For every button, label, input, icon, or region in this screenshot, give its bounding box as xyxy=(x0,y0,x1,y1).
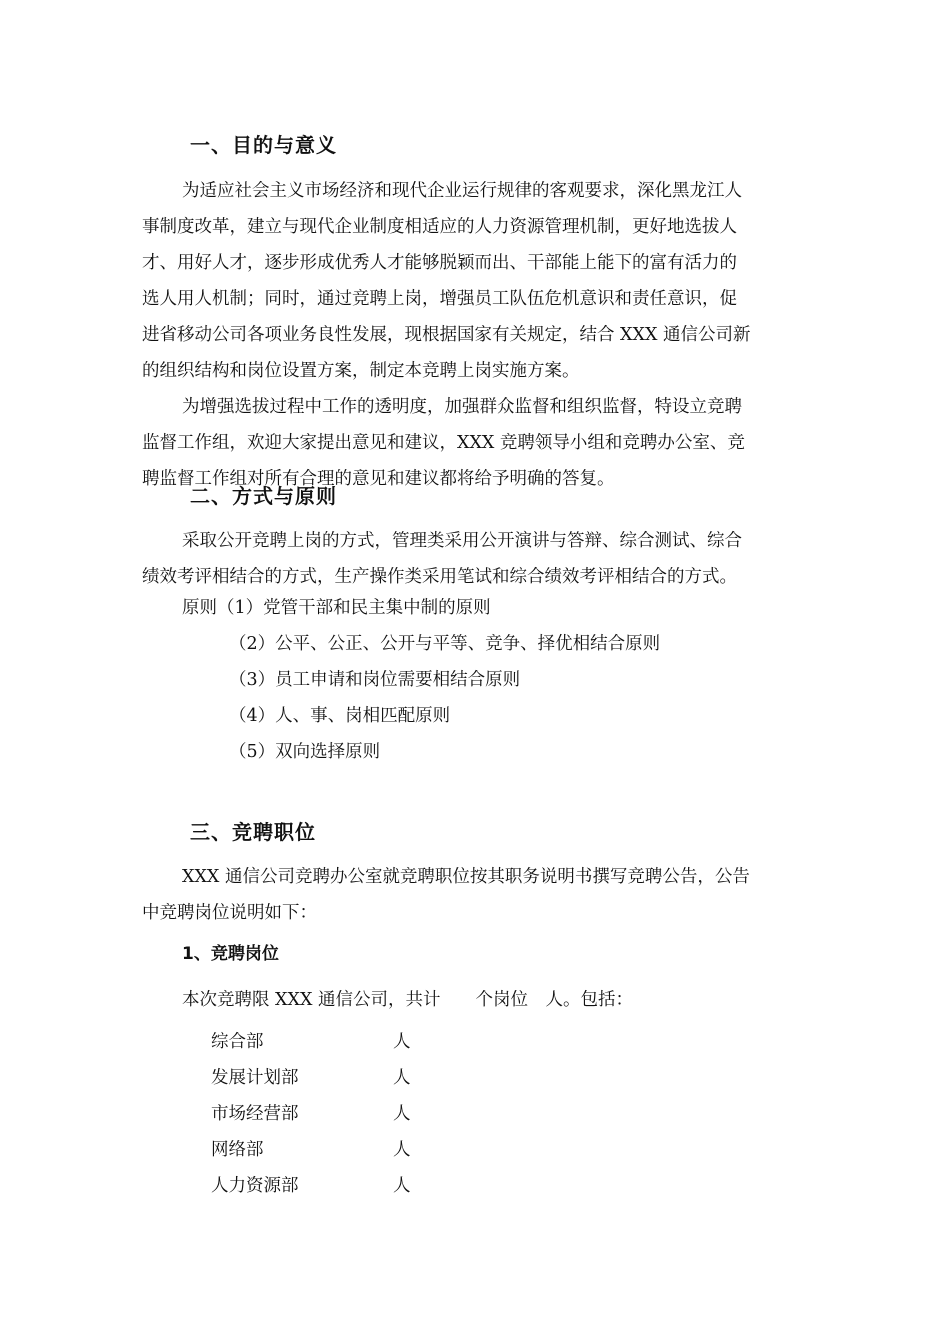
s2-p-line2: 绩效考评相结合的方式，生产操作类采用笔试和综合绩效考评相结合的方式。 xyxy=(142,567,737,587)
department-unit: 人 xyxy=(393,1104,411,1124)
principle-5: （5）双向选择原则 xyxy=(229,742,381,762)
s1-p1-line6: 的组织结构和岗位设置方案，制定本竞聘上岗实施方案。 xyxy=(142,361,580,381)
s2-p-line1: 采取公开竞聘上岗的方式，管理类采用公开演讲与答辩、综合测试、综合 xyxy=(182,531,742,551)
principle-3: （3）员工申请和岗位需要相结合原则 xyxy=(229,670,521,690)
department-unit: 人 xyxy=(393,1176,411,1196)
s1-p1-line2: 事制度改革，建立与现代企业制度相适应的人力资源管理机制，更好地选拔人 xyxy=(142,217,737,237)
principle-1: 原则（1）党管干部和民主集中制的原则 xyxy=(182,598,491,618)
s3-p-line1: XXX 通信公司竞聘办公室就竞聘职位按其职务说明书撰写竞聘公告，公告 xyxy=(182,867,750,887)
department-name: 网络部 xyxy=(211,1140,264,1160)
s1-p1-line5: 进省移动公司各项业务良性发展，现根据国家有关规定，结合 XXX 通信公司新 xyxy=(142,325,751,345)
department-unit: 人 xyxy=(393,1068,411,1088)
department-name: 综合部 xyxy=(211,1032,264,1052)
s3-p-line2: 中竞聘岗位说明如下： xyxy=(142,903,317,923)
department-unit: 人 xyxy=(393,1032,411,1052)
department-name: 市场经营部 xyxy=(211,1104,299,1124)
section2-heading: 二、方式与原则 xyxy=(190,484,337,508)
section1-heading: 一、目的与意义 xyxy=(190,133,337,157)
department-name: 发展计划部 xyxy=(211,1068,299,1088)
s1-p2-line2: 监督工作组，欢迎大家提出意见和建议，XXX 竞聘领导小组和竞聘办公室、竞 xyxy=(142,433,745,453)
s3-subheading: 1、竞聘岗位 xyxy=(182,944,279,964)
s3-summary: 本次竞聘限 XXX 通信公司，共计 个岗位 人。包括： xyxy=(182,990,633,1010)
s1-p1-line4: 选人用人机制；同时，通过竞聘上岗，增强员工队伍危机意识和责任意识，促 xyxy=(142,289,737,309)
s1-p2-line3: 聘监督工作组对所有合理的意见和建议都将给予明确的答复。 xyxy=(142,469,615,489)
principle-2: （2）公平、公正、公开与平等、竞争、择优相结合原则 xyxy=(229,634,661,654)
s1-p1-line1: 为适应社会主义市场经济和现代企业运行规律的客观要求，深化黑龙江人 xyxy=(182,181,742,201)
s1-p1-line3: 才、用好人才，逐步形成优秀人才能够脱颖而出、干部能上能下的富有活力的 xyxy=(142,253,737,273)
section3-heading: 三、竞聘职位 xyxy=(190,820,316,844)
s1-p2-line1: 为增强选拔过程中工作的透明度，加强群众监督和组织监督，特设立竞聘 xyxy=(182,397,742,417)
department-name: 人力资源部 xyxy=(211,1176,299,1196)
department-unit: 人 xyxy=(393,1140,411,1160)
principle-4: （4）人、事、岗相匹配原则 xyxy=(229,706,451,726)
